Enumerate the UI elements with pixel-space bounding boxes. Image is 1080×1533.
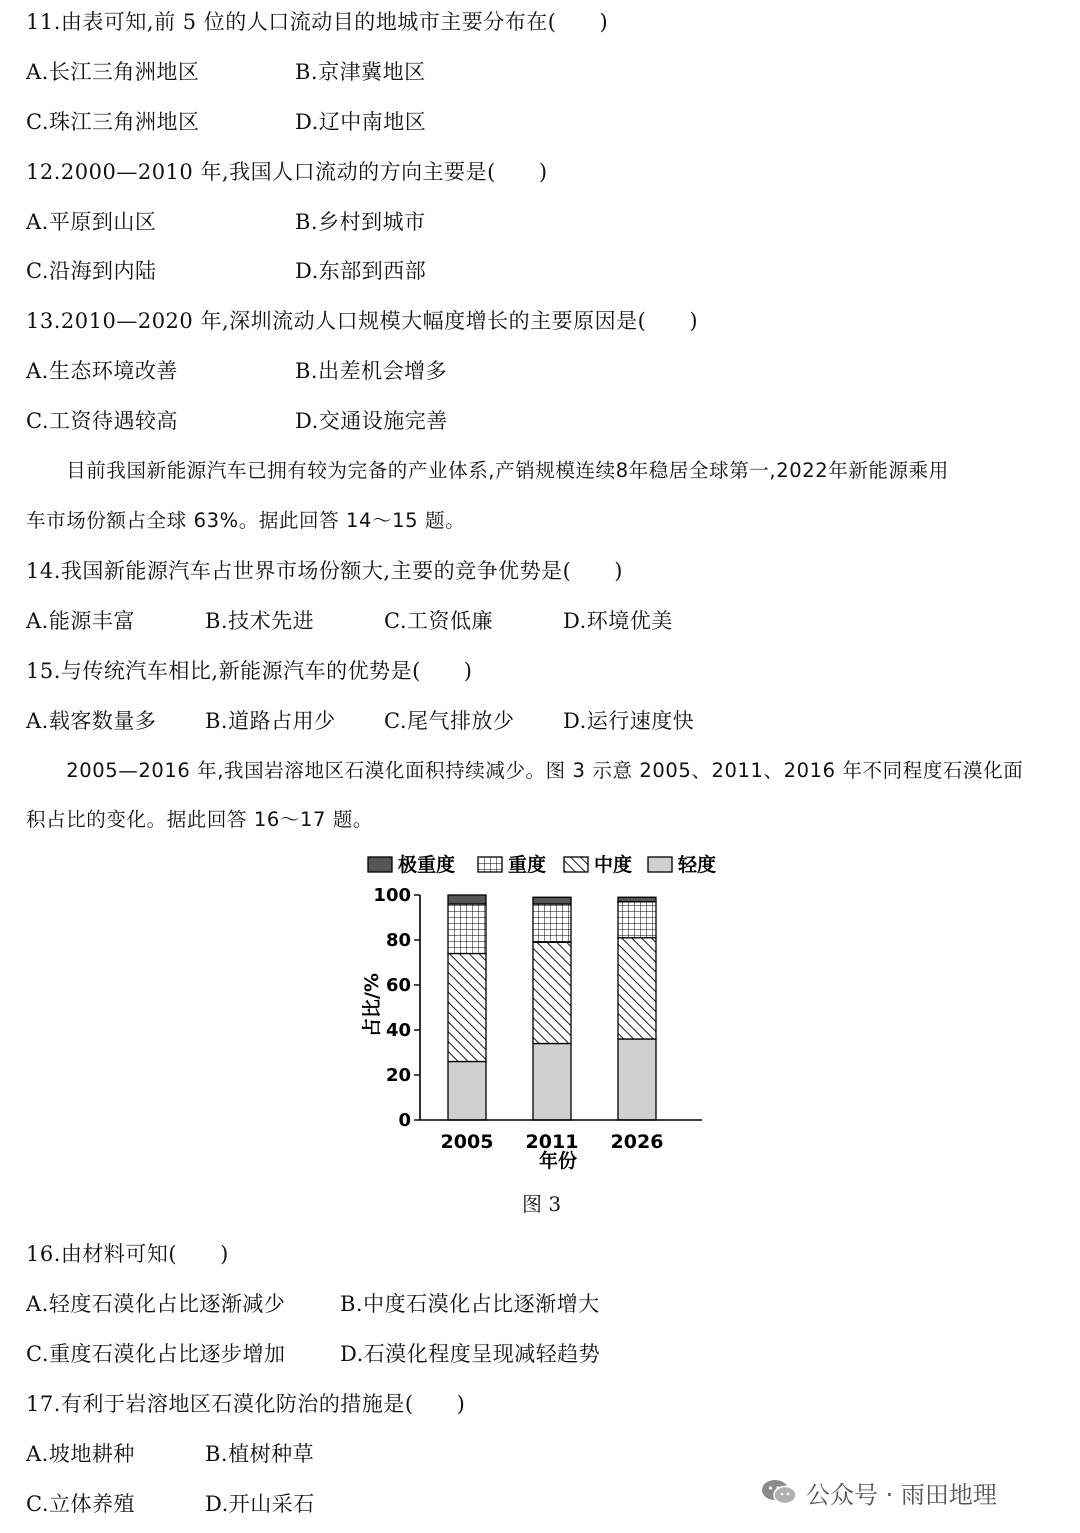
legend-label-light: 轻度 [678, 854, 717, 876]
bar-2005-light [448, 1062, 486, 1121]
q12-option-d[interactable]: D.东部到西部 [295, 259, 427, 283]
q15-option-d[interactable]: D.运行速度快 [563, 709, 695, 733]
q17-option-d[interactable]: D.开山采石 [205, 1492, 315, 1516]
q11-stem: 11.由表可知,前 5 位的人口流动目的地城市主要分布在( ) [26, 10, 609, 34]
q13-option-c[interactable]: C.工资待遇较高 [26, 409, 178, 433]
x-axis-label: 年份 [538, 1150, 578, 1172]
bar-2005-moderate [448, 954, 486, 1062]
y-tick-label-100: 100 [373, 885, 411, 906]
y-tick-label-0: 0 [398, 1110, 411, 1131]
legend-label-extreme: 极重度 [398, 854, 456, 876]
q11-option-b[interactable]: B.京津冀地区 [295, 60, 426, 84]
legend-label-moderate: 中度 [594, 854, 633, 876]
q14-stem: 14.我国新能源汽车占世界市场份额大,主要的竞争优势是( ) [26, 559, 623, 583]
y-axis-label: 占比/% [361, 973, 383, 1037]
q16-stem: 16.由材料可知( ) [26, 1242, 229, 1266]
bar-2026-moderate [618, 938, 656, 1039]
x-axis [420, 1120, 702, 1153]
bar-2026-extreme [618, 897, 656, 902]
bar-2005-extreme [448, 895, 486, 904]
y-tick-label-40: 40 [385, 1020, 411, 1041]
bar-2011-severe [533, 904, 571, 942]
q14-option-d[interactable]: D.环境优美 [563, 609, 673, 633]
figure-caption: 图 3 [522, 1192, 562, 1216]
q12-option-c[interactable]: C.沿海到内陆 [26, 259, 157, 283]
q14-option-a[interactable]: A.能源丰富 [26, 609, 135, 633]
q17-option-b[interactable]: B.植树种草 [205, 1442, 315, 1466]
stacked-bar-chart [340, 845, 740, 1180]
bars-group [448, 895, 656, 1120]
q16-option-c[interactable]: C.重度石漠化占比逐步增加 [26, 1342, 286, 1366]
q13-stem: 13.2010—2020 年,深圳流动人口规模大幅度增长的主要原因是( ) [26, 309, 699, 333]
q13-option-a[interactable]: A.生态环境改善 [26, 359, 178, 383]
y-tick-label-60: 60 [385, 975, 411, 996]
ev-passage-line-1: 目前我国新能源汽车已拥有较为完备的产业体系,产销规模连续8年稳居全球第一,2022年新能源乘用 [26, 459, 949, 482]
legend-swatch-light [648, 857, 672, 872]
legend-swatch-moderate [564, 857, 588, 872]
q14-option-b[interactable]: B.技术先进 [205, 609, 315, 633]
q13-option-b[interactable]: B.出差机会增多 [295, 359, 448, 383]
q14-option-c[interactable]: C.工资低廉 [384, 609, 493, 633]
q13-option-d[interactable]: D.交通设施完善 [295, 409, 448, 433]
x-tick-label-2026: 2026 [610, 1131, 664, 1153]
legend-swatch-severe [478, 857, 502, 872]
q15-option-c[interactable]: C.尾气排放少 [384, 709, 515, 733]
rock-passage-line-2: 积占比的变化。据此回答 16～17 题。 [26, 808, 374, 831]
y-tick-label-80: 80 [385, 930, 411, 951]
x-tick-label-2011: 2011 [525, 1131, 579, 1153]
wechat-icon [760, 1477, 798, 1507]
rock-passage-line-1: 2005—2016 年,我国岩溶地区石漠化面积持续减少。图 3 示意 2005、2011、2016 年不同程度石漠化面 [26, 759, 1024, 782]
q12-option-b[interactable]: B.乡村到城市 [295, 210, 426, 234]
q16-option-b[interactable]: B.中度石漠化占比逐渐增大 [340, 1292, 600, 1316]
x-tick-label-2005: 2005 [440, 1131, 494, 1153]
bar-2011-light [533, 1044, 571, 1121]
q17-stem: 17.有利于岩溶地区石漠化防治的措施是( ) [26, 1392, 466, 1416]
chart-legend [368, 853, 716, 876]
bar-2005-severe [448, 904, 486, 954]
q11-option-c[interactable]: C.珠江三角洲地区 [26, 110, 200, 134]
bar-2026-severe [618, 902, 656, 938]
watermark [760, 1474, 997, 1510]
ev-passage-line-2: 车市场份额占全球 63%。据此回答 14～15 题。 [26, 509, 466, 532]
legend-label-severe: 重度 [508, 854, 547, 876]
bar-2011-moderate [533, 942, 571, 1043]
q12-stem: 12.2000—2010 年,我国人口流动的方向主要是( ) [26, 160, 548, 184]
bar-2011-extreme [533, 897, 571, 904]
q16-option-d[interactable]: D.石漠化程度呈现减轻趋势 [340, 1342, 601, 1366]
q15-option-a[interactable]: A.载客数量多 [26, 709, 157, 733]
bar-2026-light [618, 1039, 656, 1120]
q15-stem: 15.与传统汽车相比,新能源汽车的优势是( ) [26, 659, 473, 683]
q17-option-a[interactable]: A.坡地耕种 [26, 1442, 135, 1466]
q15-option-b[interactable]: B.道路占用少 [205, 709, 336, 733]
q12-option-a[interactable]: A.平原到山区 [26, 210, 157, 234]
q11-option-a[interactable]: A.长江三角洲地区 [26, 60, 200, 84]
legend-swatch-extreme [368, 857, 392, 872]
q17-option-c[interactable]: C.立体养殖 [26, 1492, 135, 1516]
watermark-text: 公众号 · 雨田地理 [806, 1480, 997, 1509]
q11-option-d[interactable]: D.辽中南地区 [295, 110, 427, 134]
y-tick-label-20: 20 [385, 1065, 411, 1086]
q16-option-a[interactable]: A.轻度石漠化占比逐渐减少 [26, 1292, 286, 1316]
